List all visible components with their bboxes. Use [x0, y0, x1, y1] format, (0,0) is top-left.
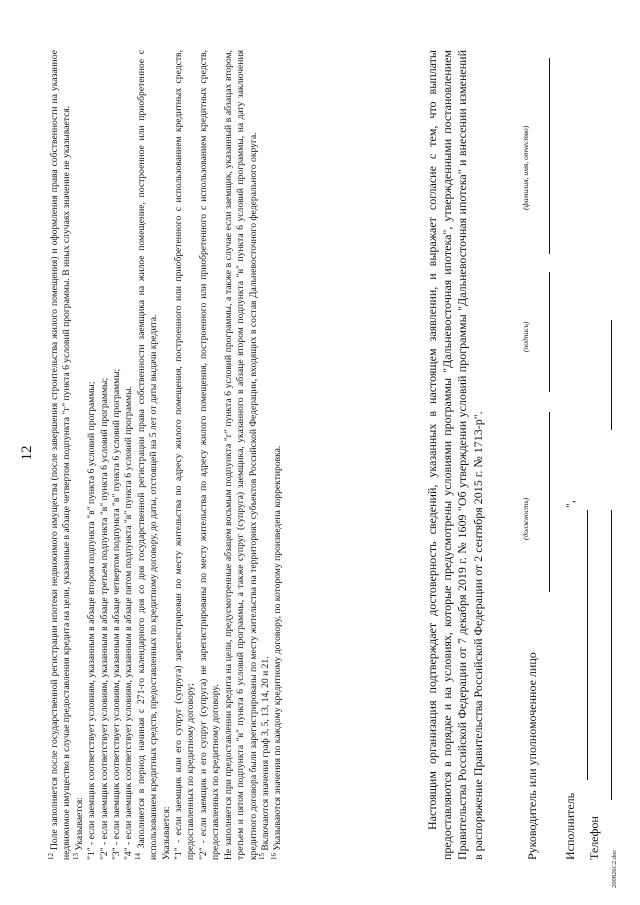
footnote-15: $^{15}$ Включаются значения граф 3, 5, 13, 14, 20 и 21. — [257, 656, 271, 860]
footnote-12: $^{12}$ Поле заполняется после государственной регистрации ипотеки недвижимого имущества (после завершения строительства жилого помещения) и оформления права собственности на указанное недвижимое имущество в случае предоставления кредита на цели, указанные в абзаце четвертом подпункта "г" пункта 6 условий программы. В иных случаях значение не указывается. — [46, 50, 73, 860]
footnote-14: $^{14}$ Заполняется в период начиная с 271-го календарного дня со дня государственной регистрации права собственности заемщика на жилое помещение, построенное или приобретенное с использованием кредитных средств, предоставленных по кредитному договору, до даты, отстоящей на 5 лет от даты выдачи кредита. — [133, 50, 160, 860]
quote-close: ", — [563, 500, 577, 508]
executor-line[interactable] — [575, 510, 588, 780]
phone-label: Телефон — [587, 816, 601, 860]
footnotes — [46, 50, 285, 860]
document-id: 200826С2.doc — [611, 849, 618, 888]
position-line[interactable] — [537, 412, 550, 592]
caption-position: (должность) — [521, 497, 530, 540]
phone-line[interactable] — [599, 510, 612, 800]
head-label: Руководитель или уполномоченное лицо — [525, 652, 539, 860]
footnote-16: $^{16}$ Указываются значения по каждому кредитному договору, по которому произведена корректировка. — [270, 445, 284, 860]
caption-signature: (подпись) — [521, 321, 530, 352]
footnote-14-item-2: "2" - если заемщик и его супруг (супруга) не зарегистрированы по месту жительства по адресу жилого помещения, построенного или приобретенного с использованием кредитных средств, предоставленных по кредитному договору. — [197, 50, 222, 860]
footnote-13-item-3: "3" - если заемщик соответствует условиям, указанным в абзаце четвертом подпункта "в" пункта 6 условий программы; — [111, 368, 123, 860]
executor-label: Исполнитель — [563, 792, 577, 860]
name-line[interactable] — [537, 58, 550, 254]
confirmation-text: Настоящим организация подтверждает достоверность сведений, указанных в настоящем заявлении, и выражает согласие с тем, что выплаты предоставляются в порядке и на условиях, которые предусмотрены условиями программы "Дальневосточная ипотека", утвержденными постановлением Правительства Российской Федерации от 7 декабря 2019 г. № 1609 "Об утверждении условий программы "Дальневосточная ипотека" и внесении изменений в распоряжение Правительства Российской Федерации от 2 сентября 2015 г. № 1713-р". — [425, 50, 485, 860]
footnote-13-item-1: "1" - если заемщик соответствует условиям, указанным в абзаце втором подпункта "в" пункта 6 условий программы; — [86, 381, 98, 860]
signature-line[interactable] — [537, 272, 550, 392]
footnote-13-header: $^{13}$ Указывается: — [71, 797, 85, 860]
page-number: 12 — [19, 445, 35, 461]
caption-name: (фамилия, имя, отчество) — [521, 125, 530, 210]
footnote-13-item-4: "4" - если заемщик соответствует условиям, указанным в абзаце пятом подпункта "в" пункта 6 условий программы. — [123, 386, 135, 860]
footnote-14-note: Не заполняется при предоставлении кредита на цели, предусмотренные абзацем восьмым подпункта "г" пункта 6 условий программы, а также в случае если заемщик, указанный в абзацах втором, третьем и пятом подпункта "в" пункта 6 условий программы, а также супруг (супруга) заемщика, указанного в абзаце втором подпункта "в" пункта 6 условий программы, на дату заключения кредитного договора были зарегистрированы по месту жительства на территориях субъектов Российской Федерации, входящих в состав Дальневосточного федерального округа. — [222, 50, 259, 860]
footnote-14-item-1: "1" - если заемщик или его супруг (супруга) зарегистрирован по месту жительства по адресу жилого помещения, построенного или приобретенного с использованием кредитных средств, предоставленных по кредитному договору; — [173, 50, 197, 860]
date-line[interactable] — [599, 320, 612, 430]
footnote-14-header: Указывается: — [160, 806, 172, 860]
confirmation-statement — [425, 50, 486, 860]
rotated-page — [15, 18, 625, 888]
footnote-13-item-2: "2" - если заемщик соответствует условиям, указанным в абзаце третьем подпункта "в" пункта 6 условий программы; — [98, 377, 110, 860]
